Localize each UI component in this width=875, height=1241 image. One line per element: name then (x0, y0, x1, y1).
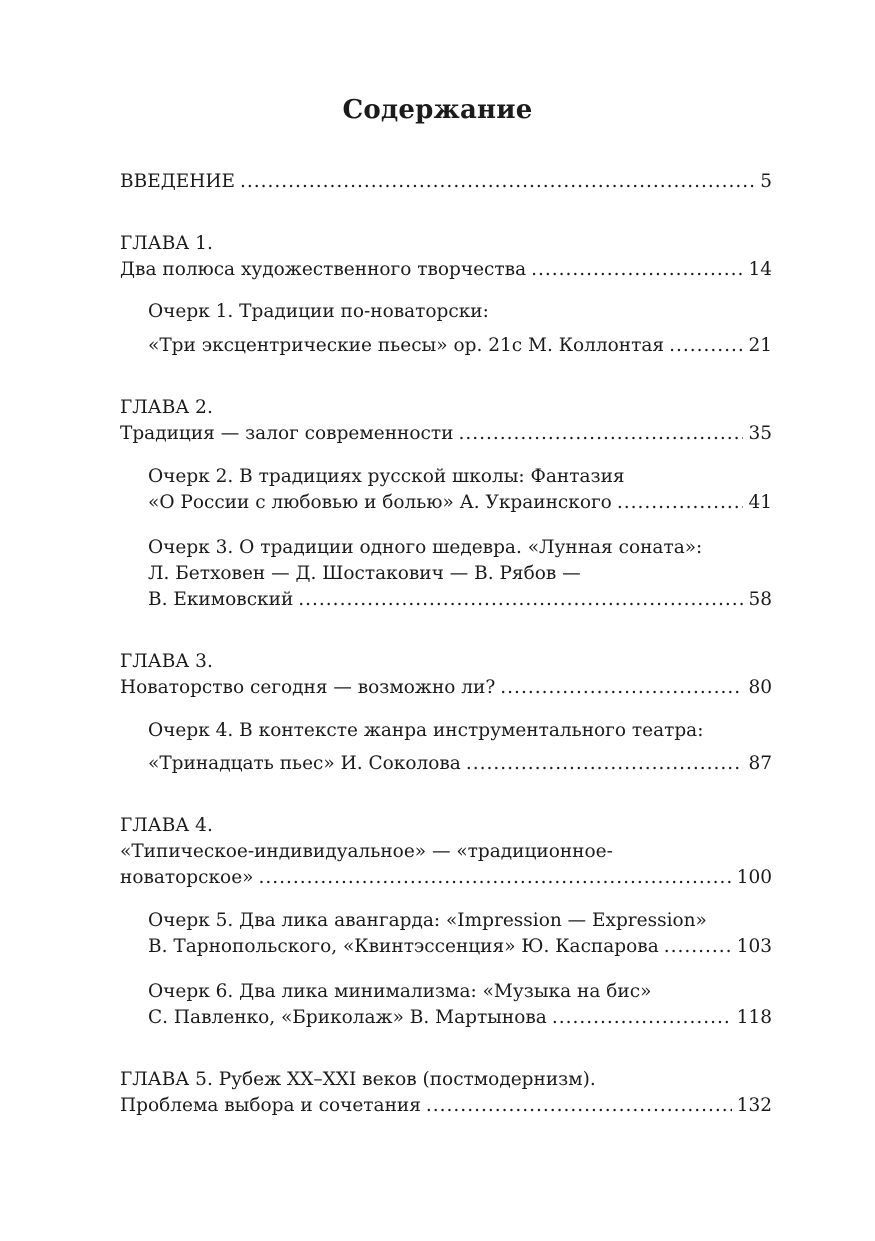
essay-5-title: Очерк 5. Два лика авангарда: «Impression — Expression» (148, 910, 707, 931)
page-number: 118 (736, 1007, 772, 1028)
page-number: 58 (748, 589, 772, 610)
dot-leader (500, 676, 743, 700)
toc-entry-essay-4[interactable] (148, 752, 772, 776)
dot-leader (531, 258, 743, 282)
essay-4-title: Очерк 4. В контексте жанра инструментального театра: (148, 720, 704, 741)
entry-title: «О России с любовью и болью» А. Украинского (148, 492, 612, 513)
page-number: 5 (760, 171, 772, 192)
entry-title: В. Тарнопольского, «Квинтэссенция» Ю. Каспарова (148, 936, 659, 957)
page-number: 132 (736, 1095, 772, 1116)
essay-3-title: Очерк 3. О традиции одного шедевра. «Лунная соната»: (148, 537, 703, 558)
chapter-5-heading: ГЛАВА 5. Рубеж XX–XXI веков (постмодернизм). (120, 1069, 596, 1090)
page-title: Содержание (342, 95, 533, 125)
entry-title: Традиция — залог современности (120, 423, 454, 444)
essay-1-title: Очерк 1. Традиции по-новаторски: (148, 301, 489, 322)
toc-entry-introduction[interactable] (120, 170, 772, 194)
toc-entry-essay-6[interactable] (148, 1006, 772, 1030)
page-number: 103 (736, 936, 772, 957)
page-number: 35 (748, 423, 772, 444)
entry-title: С. Павленко, «Бриколаж» В. Мартынова (148, 1007, 547, 1028)
chapter-4-title-line1: «Типическое-индивидуальное» — «традиционное- (120, 841, 613, 862)
entry-title: «Три эксцентрические пьесы» ор. 21с М. Коллонтая (148, 335, 665, 356)
chapter-2-heading: ГЛАВА 2. (120, 397, 213, 418)
entry-title: «Тринадцать пьес» И. Соколова (148, 753, 461, 774)
essay-2-title: Очерк 2. В традициях русской школы: Фантазия (148, 466, 625, 487)
toc-entry-chapter-5[interactable] (120, 1094, 772, 1118)
entry-title: Проблема выбора и сочетания (120, 1095, 421, 1116)
page-number: 80 (748, 677, 772, 698)
dot-leader (258, 866, 731, 890)
entry-title: Новаторство сегодня — возможно ли? (120, 677, 496, 698)
page-number: 41 (748, 492, 772, 513)
toc-entry-chapter-2[interactable] (120, 422, 772, 446)
dot-leader (552, 1006, 732, 1030)
dot-leader (240, 170, 755, 194)
essay-6-title: Очерк 6. Два лика минимализма: «Музыка на бис» (148, 981, 652, 1002)
toc-entry-essay-1[interactable] (148, 334, 772, 358)
dot-leader (617, 491, 744, 515)
essay-3-title-line2: Л. Бетховен — Д. Шостакович — В. Рябов — (148, 563, 581, 584)
entry-title: новаторское» (120, 867, 254, 888)
toc-entry-essay-2[interactable] (148, 491, 772, 515)
toc-entry-essay-3[interactable] (148, 588, 772, 612)
dot-leader (664, 935, 732, 959)
chapter-1-heading: ГЛАВА 1. (120, 233, 213, 254)
toc-entry-essay-5[interactable] (148, 935, 772, 959)
page-number: 14 (748, 259, 772, 280)
page-number: 21 (748, 335, 772, 356)
toc-entry-chapter-3[interactable] (120, 676, 772, 700)
toc-entry-chapter-4[interactable] (120, 866, 772, 890)
dot-leader (426, 1094, 732, 1118)
chapter-4-heading: ГЛАВА 4. (120, 815, 213, 836)
entry-title: ВВЕДЕНИЕ (120, 171, 236, 192)
chapter-3-heading: ГЛАВА 3. (120, 651, 213, 672)
dot-leader (669, 334, 743, 358)
entry-title: Два полюса художественного творчества (120, 259, 527, 280)
page-number: 87 (748, 753, 772, 774)
dot-leader (466, 752, 744, 776)
dot-leader (458, 422, 743, 446)
page-number: 100 (736, 867, 772, 888)
toc-entry-chapter-1[interactable] (120, 258, 772, 282)
dot-leader (298, 588, 743, 612)
entry-title: В. Екимовский (148, 589, 294, 610)
